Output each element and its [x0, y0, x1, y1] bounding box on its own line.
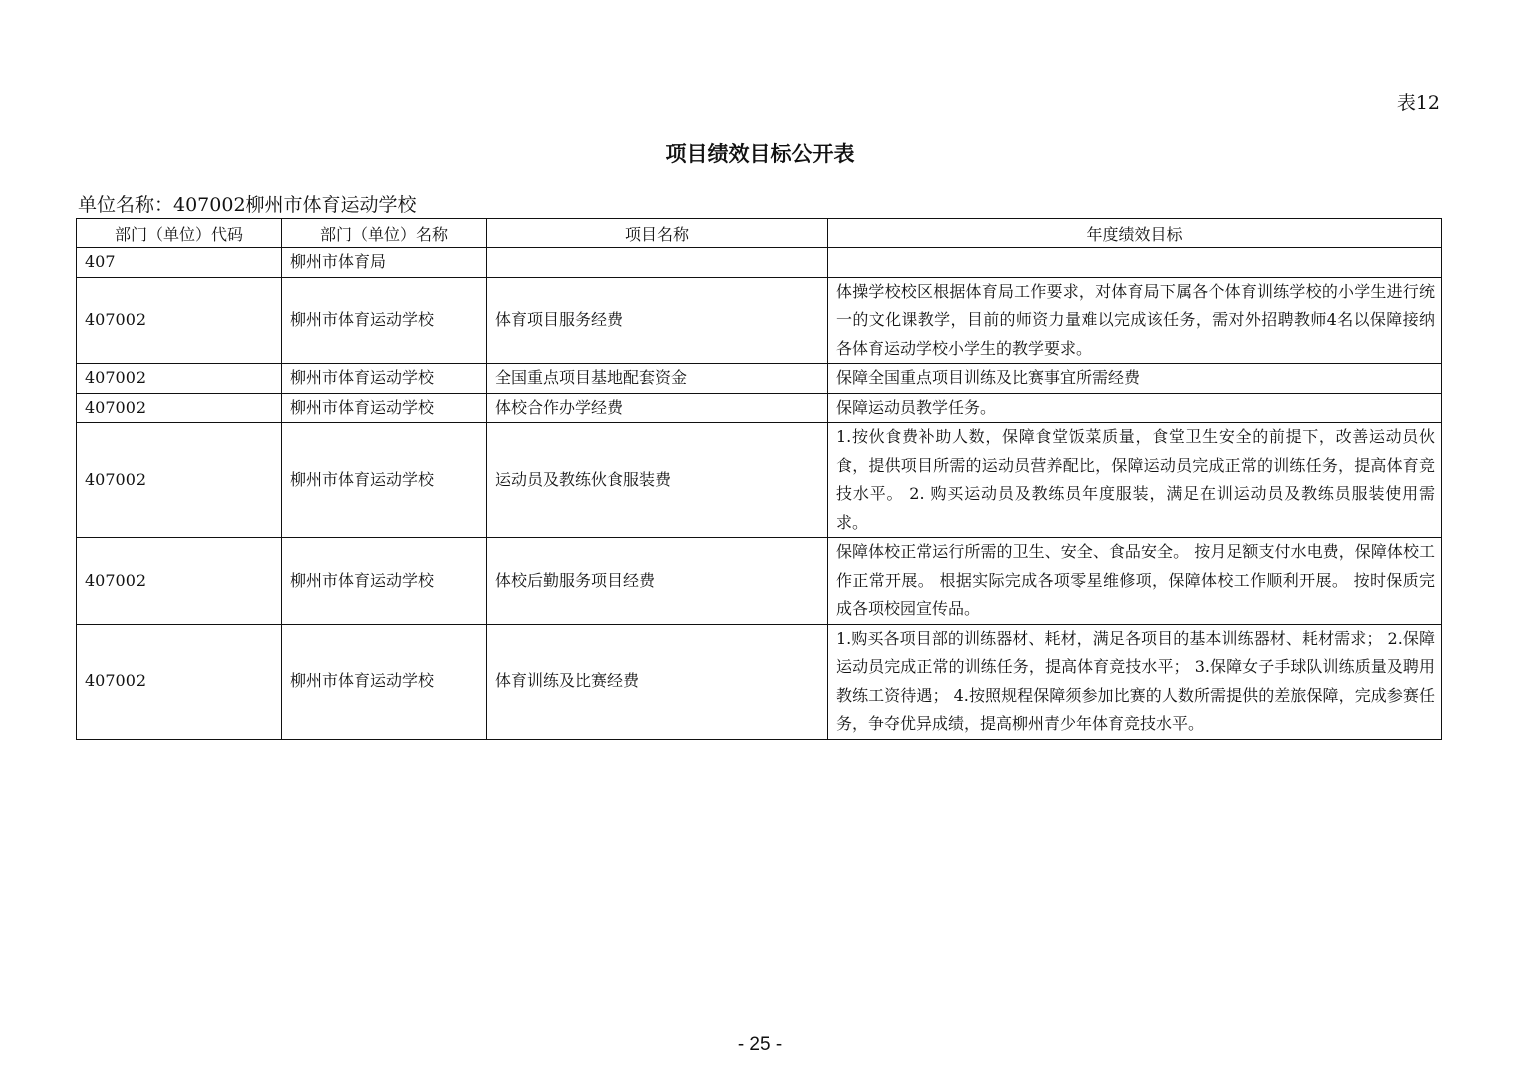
cell-project	[487, 248, 828, 278]
cell-goal: 体操学校校区根据体育局工作要求，对体育局下属各个体育训练学校的小学生进行统一的文化课教学，目前的师资力量难以完成该任务，需对外招聘教师4名以保障接纳各体育运动学校小学生的教学要求。	[828, 277, 1442, 364]
cell-code: 407	[77, 248, 282, 278]
table-row	[77, 364, 1442, 394]
cell-dept: 柳州市体育运动学校	[282, 364, 487, 394]
table-row	[77, 277, 1442, 364]
cell-goal: 保障运动员教学任务。	[828, 393, 1442, 423]
table-row	[77, 624, 1442, 739]
cell-project: 体育训练及比赛经费	[487, 624, 828, 739]
header-project: 项目名称	[487, 219, 828, 248]
cell-goal: 保障全国重点项目训练及比赛事宜所需经费	[828, 364, 1442, 394]
cell-project: 体育项目服务经费	[487, 277, 828, 364]
cell-code: 407002	[77, 538, 282, 625]
cell-goal: 1.按伙食费补助人数，保障食堂饭菜质量，食堂卫生安全的前提下，改善运动员伙食，提供项目所需的运动员营养配比，保障运动员完成正常的训练任务，提高体育竞技水平。 2. 购买运动员及教练员年度服装，满足在训运动员及教练员服装使用需求。	[828, 423, 1442, 538]
header-code: 部门（单位）代码	[77, 219, 282, 248]
cell-dept: 柳州市体育运动学校	[282, 277, 487, 364]
header-dept: 部门（单位）名称	[282, 219, 487, 248]
table-row	[77, 538, 1442, 625]
cell-code: 407002	[77, 393, 282, 423]
cell-goal: 1.购买各项目部的训练器材、耗材，满足各项目的基本训练器材、耗材需求； 2.保障运动员完成正常的训练任务，提高体育竞技水平； 3.保障女子手球队训练质量及聘用教练工资待遇； 4.按照规程保障须参加比赛的人数所需提供的差旅保障，完成参赛任务，争夺优异成绩，提高柳州青少年体育竞技水平。	[828, 624, 1442, 739]
cell-goal	[828, 248, 1442, 278]
table-row	[77, 393, 1442, 423]
cell-code: 407002	[77, 624, 282, 739]
cell-goal: 保障体校正常运行所需的卫生、安全、食品安全。 按月足额支付水电费，保障体校工作正常开展。 根据实际完成各项零星维修项，保障体校工作顺利开展。 按时保质完成各项校园宣传品。	[828, 538, 1442, 625]
table-number: 表12	[1396, 92, 1440, 114]
cell-code: 407002	[77, 423, 282, 538]
table-row	[77, 423, 1442, 538]
cell-dept: 柳州市体育运动学校	[282, 538, 487, 625]
performance-goals-table	[76, 218, 1442, 740]
cell-dept: 柳州市体育运动学校	[282, 423, 487, 538]
cell-code: 407002	[77, 277, 282, 364]
table-row	[77, 248, 1442, 278]
unit-name-line: 单位名称：407002柳州市体育运动学校	[78, 194, 417, 216]
cell-code: 407002	[77, 364, 282, 394]
cell-project: 体校后勤服务项目经费	[487, 538, 828, 625]
cell-dept: 柳州市体育运动学校	[282, 624, 487, 739]
page-title: 项目绩效目标公开表	[665, 142, 855, 166]
cell-project: 体校合作办学经费	[487, 393, 828, 423]
header-goal: 年度绩效目标	[828, 219, 1442, 248]
cell-project: 运动员及教练伙食服装费	[487, 423, 828, 538]
cell-dept: 柳州市体育运动学校	[282, 393, 487, 423]
table-header-row	[77, 219, 1442, 248]
page-number: - 25 -	[737, 1034, 783, 1055]
cell-project: 全国重点项目基地配套资金	[487, 364, 828, 394]
cell-dept: 柳州市体育局	[282, 248, 487, 278]
